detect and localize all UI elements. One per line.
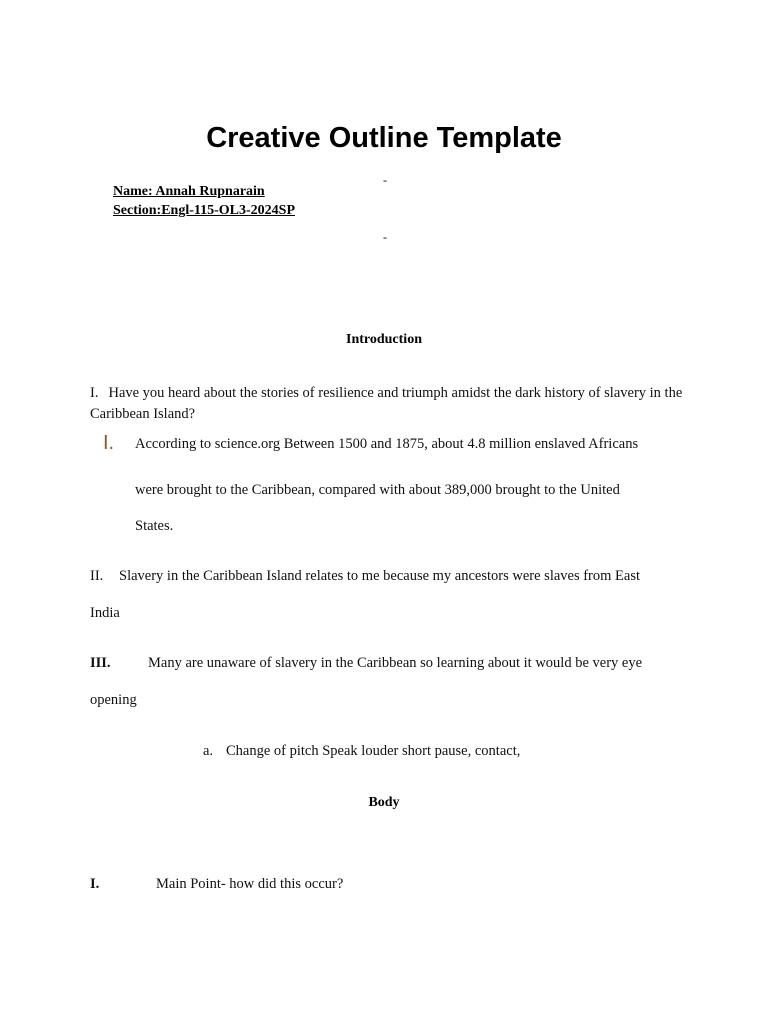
- intro-point-3-sub-marker: a.: [203, 743, 214, 759]
- intro-point-2-numeral: II.: [90, 568, 104, 584]
- intro-point-3-line-2: opening: [90, 692, 137, 708]
- intro-subpoint-line-1: According to science.org Between 1500 and 1875, about 4.8 million enslaved Africans: [135, 436, 639, 452]
- author-name: Name: Annah Rupnarain: [113, 184, 265, 199]
- intro-point-3-line-1: Many are unaware of slavery in the Caribbean so learning about it would be very eye: [148, 655, 643, 671]
- introduction-heading: Introduction: [346, 332, 422, 347]
- intro-point-2-line-2: India: [90, 605, 120, 621]
- body-heading: Body: [368, 795, 400, 810]
- dash-mark-top: -: [383, 173, 387, 187]
- body-point-1-text: Main Point- how did this occur?: [156, 876, 344, 892]
- intro-point-2-line-1: Slavery in the Caribbean Island relates to me because my ancestors were slaves from East: [119, 568, 641, 584]
- intro-subpoint-line-2: were brought to the Caribbean, compared with about 389,000 brought to the United: [135, 482, 620, 498]
- intro-subpoint-line-3: States.: [135, 518, 174, 534]
- intro-point-3-numeral: III.: [90, 655, 111, 671]
- intro-point-1-numeral: I.: [90, 385, 99, 401]
- document-title: Creative Outline Template: [206, 122, 562, 154]
- intro-point-1: [90, 383, 690, 425]
- dash-mark-bottom: -: [383, 230, 387, 244]
- course-section: Section:Engl-115-OL3-2024SP: [113, 203, 296, 218]
- body-point-1-numeral: I.: [90, 876, 100, 892]
- intro-subpoint-numeral: I.: [103, 432, 115, 454]
- intro-point-3-sub-text: Change of pitch Speak louder short pause, contact,: [226, 743, 521, 759]
- intro-point-1-text: Have you heard about the stories of resilience and triumph amidst the dark history of slavery in the Caribbean Island?: [90, 385, 683, 422]
